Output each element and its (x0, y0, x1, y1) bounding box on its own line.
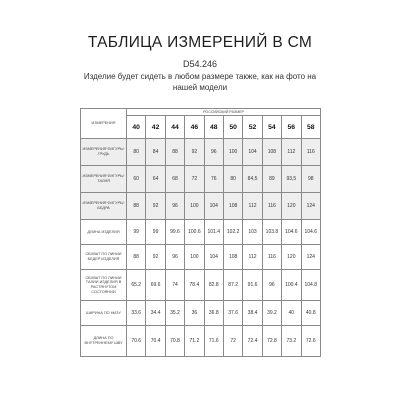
table-cell: 100.4 (282, 270, 301, 301)
table-cell: 112 (243, 193, 262, 220)
table-cell: 91.6 (243, 270, 262, 301)
table-cell: 99.6 (165, 220, 184, 245)
table-row (81, 139, 321, 166)
table-cell: 104.6 (282, 220, 301, 245)
table-cell: 36 (185, 301, 204, 326)
table-cell: 34.4 (146, 301, 165, 326)
table-cell: 96 (165, 245, 184, 270)
table-cell: 100 (223, 139, 242, 166)
table-cell: 68 (165, 166, 184, 193)
table-cell: 33.6 (127, 301, 146, 326)
table-row (81, 270, 321, 301)
table-cell: 78.4 (185, 270, 204, 301)
table-cell: 38.4 (243, 301, 262, 326)
table-cell: 100 (185, 193, 204, 220)
table-cell: 40 (282, 301, 301, 326)
table-cell: 92 (185, 139, 204, 166)
table-cell: 40.8 (301, 301, 320, 326)
table-cell: 89 (262, 166, 281, 193)
size-header-cell: 44 (165, 116, 184, 139)
table-cell: 39.2 (262, 301, 281, 326)
table-row (81, 220, 321, 245)
table-cell: 65.2 (127, 270, 146, 301)
size-table (80, 108, 321, 357)
table-cell: 37.6 (223, 301, 242, 326)
table-cell: 96 (165, 193, 184, 220)
table-cell: 96 (204, 139, 223, 166)
table-cell: 88 (165, 139, 184, 166)
table-cell: 71.6 (204, 326, 223, 357)
table-row (81, 166, 321, 193)
table-cell: 70.6 (127, 326, 146, 357)
table-cell: 102.2 (223, 220, 242, 245)
product-code: D54.246 (182, 59, 218, 69)
table-cell: 124 (301, 245, 320, 270)
table-cell: 108 (223, 245, 242, 270)
table-cell: 104.8 (301, 270, 320, 301)
table-cell: 88 (127, 193, 146, 220)
table-group-header-row (81, 109, 321, 116)
table-cell: 93,5 (282, 166, 301, 193)
table-cell: 72.8 (262, 326, 281, 357)
russian-size-header: РОССИЙСКИЙ РАЗМЕР (127, 109, 321, 116)
table-cell: 108 (223, 193, 242, 220)
table-row (81, 326, 321, 357)
row-label: ДЛИНА ИЗДЕЛИЯ (81, 220, 127, 245)
table-cell: 99 (146, 220, 165, 245)
table-cell: 112 (282, 139, 301, 166)
table-cell: 116 (301, 139, 320, 166)
table-cell: 72.6 (301, 326, 320, 357)
table-cell: 104 (243, 139, 262, 166)
table-cell: 100 (185, 245, 204, 270)
row-label: ИЗМЕРЕНИЯ ФИГУРЫ: ТАЛИЯ (81, 166, 127, 193)
table-cell: 100.6 (185, 220, 204, 245)
table-cell: 82.8 (204, 270, 223, 301)
row-label: ОБХВАТ ПО ЛИНИИ БЕДЕР ИЗДЕЛИЯ (81, 245, 127, 270)
table-cell: 92 (146, 193, 165, 220)
size-header-cell: 46 (185, 116, 204, 139)
row-label: ИЗМЕРЕНИЯ ФИГУРЫ: ГРУДЬ (81, 139, 127, 166)
table-cell: 36.8 (204, 301, 223, 326)
row-label: ОБХВАТ ПО ЛИНИИ ТАЛИИ ИЗДЕЛИЯ В РАСТЯНУТОМ СОСТОЯНИИ (81, 270, 127, 301)
size-header-cell: 56 (282, 116, 301, 139)
table-cell: 99 (127, 220, 146, 245)
table-cell: 64 (146, 166, 165, 193)
size-header-cell: 58 (301, 116, 320, 139)
table-cell: 104.6 (301, 220, 320, 245)
table-cell: 112 (243, 245, 262, 270)
table-cell: 96 (262, 270, 281, 301)
table-cell: 124 (301, 193, 320, 220)
table-cell: 120 (282, 193, 301, 220)
table-cell: 92 (146, 245, 165, 270)
table-cell: 98 (301, 166, 320, 193)
table-cell: 101.4 (204, 220, 223, 245)
table-row (81, 193, 321, 220)
size-header-cell: 50 (223, 116, 242, 139)
table-cell: 87.2 (223, 270, 242, 301)
table-cell: 72 (185, 166, 204, 193)
size-header-cell: 52 (243, 116, 262, 139)
table-cell: 76 (204, 166, 223, 193)
size-header-cell: 48 (204, 116, 223, 139)
table-cell: 116 (262, 245, 281, 270)
table-cell: 108 (262, 139, 281, 166)
row-label: ИЗМЕРЕНИЯ ФИГУРЫ: БЕДРА (81, 193, 127, 220)
table-cell: 104 (204, 193, 223, 220)
size-header-cell: 42 (146, 116, 165, 139)
fit-note: Изделие будет сидеть в любом размере также, как на фото на нашей модели (83, 72, 317, 92)
table-cell: 116 (262, 193, 281, 220)
page-title: ТАБЛИЦА ИЗМЕРЕНИЙ В СМ (87, 34, 313, 51)
measurements-corner-label: ИЗМЕРЕНИЯ (81, 109, 127, 139)
table-cell: 69.6 (146, 270, 165, 301)
row-label: ШИРИНА ПО НИЗУ (81, 301, 127, 326)
table-cell: 120 (282, 245, 301, 270)
table-row (81, 301, 321, 326)
table-cell: 80 (223, 166, 242, 193)
table-cell: 88 (127, 245, 146, 270)
table-cell: 84,5 (243, 166, 262, 193)
table-cell: 72.4 (243, 326, 262, 357)
size-table-container (80, 108, 320, 357)
table-cell: 103.8 (262, 220, 281, 245)
size-header-cell: 54 (262, 116, 281, 139)
table-row (81, 245, 321, 270)
table-body (81, 139, 321, 357)
table-cell: 103 (243, 220, 262, 245)
table-cell: 72 (223, 326, 242, 357)
row-label: ДЛИНА ПО ВНУТРЕННЕМУ ШВУ (81, 326, 127, 357)
table-cell: 73.2 (282, 326, 301, 357)
table-cell: 84 (146, 139, 165, 166)
table-cell: 60 (127, 166, 146, 193)
table-cell: 80 (127, 139, 146, 166)
table-cell: 104 (204, 245, 223, 270)
table-cell: 70.4 (146, 326, 165, 357)
table-cell: 74 (165, 270, 184, 301)
table-cell: 71.2 (185, 326, 204, 357)
size-header-cell: 40 (127, 116, 146, 139)
table-cell: 35.2 (165, 301, 184, 326)
table-cell: 70.8 (165, 326, 184, 357)
